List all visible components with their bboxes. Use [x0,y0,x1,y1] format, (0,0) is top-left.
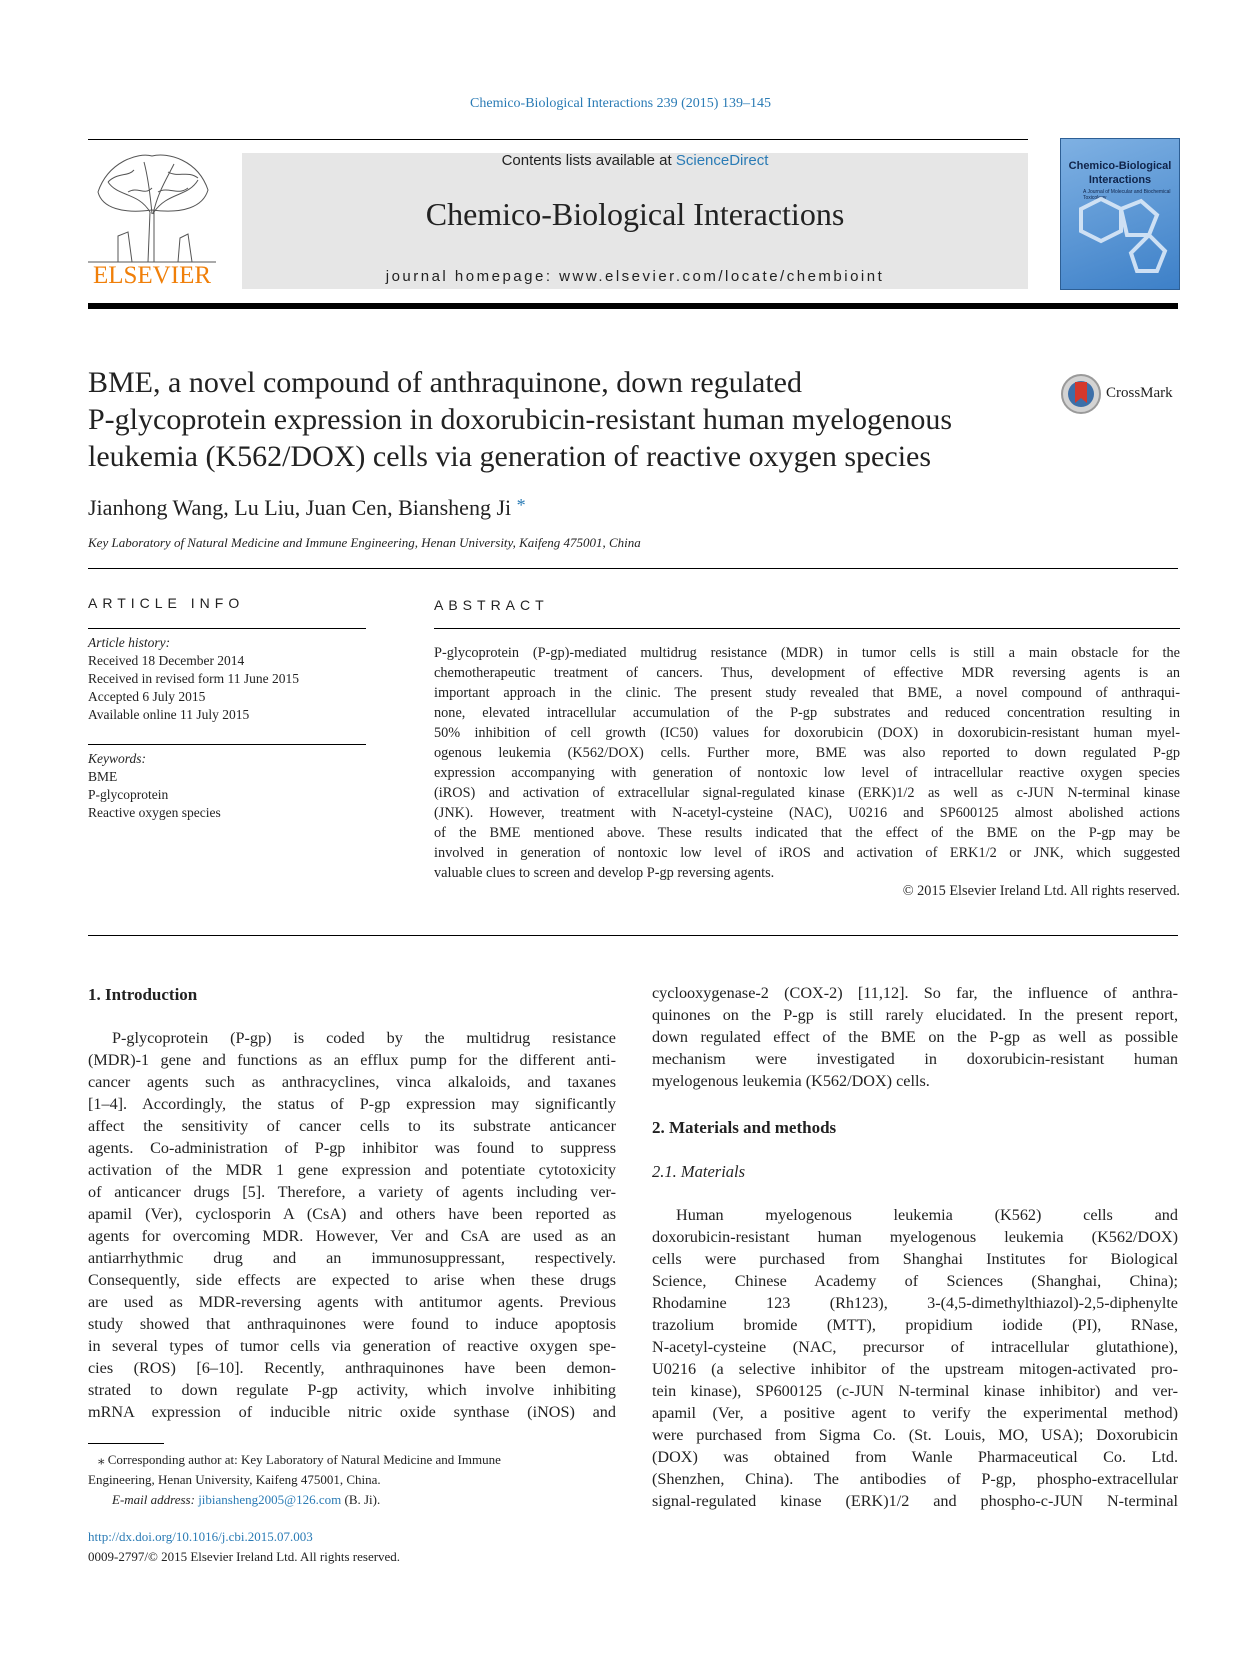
authors-text: Jianhong Wang, Lu Liu, Juan Cen, Biansheng Ji [88,495,512,520]
abstract-line: (JNK). However, treatment with N-acetyl-cysteine (NAC), U0216 and SP600125 almost abolished actions [434,805,1180,821]
keyword: P-glycoprotein [88,787,169,802]
history-revised: Received in revised form 11 June 2015 [88,671,299,686]
article-info-rule [88,628,366,629]
body-line: study showed that anthraquinones were found to induce apoptosis [88,1315,616,1333]
body-line: in several types of tumor cells via generation of reactive oxygen spe- [88,1337,616,1355]
body-line: (MDR)-1 gene and functions as an efflux pump for the different anti- [88,1051,616,1069]
body-line: of anticancer drugs [5]. Therefore, a variety of agents including ver- [88,1183,616,1201]
body-line: (Shenzhen, China). The antibodies of P-gp, phospho-extracellular [652,1470,1178,1488]
corresponding-footnote [88,1450,616,1510]
keyword: Reactive oxygen species [88,805,221,820]
body-line: apamil (Ver), cyclosporin A (CsA) and others have been reported as [88,1205,616,1223]
abstract-body [434,643,1180,883]
body-line: Consequently, side effects are expected to arise when these drugs [88,1271,616,1289]
abstract-line: expression accompanying with generation of nontoxic low level of intracellular reactive oxygen species [434,765,1180,781]
body-line: agents for overcoming MDR. However, Ver and CsA are used as an [88,1227,616,1245]
body-line: mechanism were investigated in doxorubicin-resistant human [652,1050,1178,1068]
elsevier-wordmark: ELSEVIER [92,262,212,289]
journal-cover-thumbnail[interactable] [1060,138,1180,290]
body-line: activation of the MDR 1 gene expression and potentiate cytotoxicity [88,1161,616,1179]
keywords-label: Keywords: [88,751,146,766]
body-line: P-glycoprotein (P-gp) is coded by the multidrug resistance [112,1029,616,1047]
body-line: cells were purchased from Shanghai Institutes for Biological [652,1250,1178,1268]
crossmark-badge[interactable] [1060,373,1190,417]
journal-homepage[interactable]: journal homepage: www.elsevier.com/locate/chembioint [385,268,885,285]
body-line: N-acetyl-cysteine (NAC, precursor of intracellular glutathione), [652,1338,1178,1356]
body-line: were purchased from Sigma Co. (St. Louis, MO, USA); Doxorubicin [652,1426,1178,1444]
history-online: Available online 11 July 2015 [88,707,250,722]
cover-title: Chemico-Biological Interactions [1068,160,1172,186]
body-line: strated to down regulate P-gp activity, which involve inhibiting [88,1381,616,1399]
body-line: (DOX) was obtained from Wanle Pharmaceutical Co. Ltd. [652,1448,1178,1466]
body-line: affect the sensitivity of cancer cells to its substrate anticancer [88,1117,616,1135]
body-line: doxorubicin-resistant human myelogenous leukemia (K562/DOX) [652,1228,1178,1246]
abstract-line: P-glycoprotein (P-gp)-mediated multidrug resistance (MDR) in tumor cells is still a main obstacle for the [434,645,1180,661]
abstract-line: of the BME mentioned above. These results indicated that the effect of the BME on the P-gp may be [434,825,1180,841]
abstract-line: 50% inhibition of cell growth (IC50) values for doxorubicin (DOX) in doxorubicin-resistant human myel- [434,725,1180,741]
abstract-line: chemotherapeutic treatment of cancers. Thus, development of effective MDR reversing agents is an [434,665,1180,681]
body-line: agents. Co-administration of P-gp inhibitor was found to suppress [88,1139,616,1157]
body-line: are used as MDR-reversing agents with antitumor agents. Previous [88,1293,616,1311]
abstract-heading: ABSTRACT [434,597,549,613]
keywords-rule [88,744,366,745]
body-line: Science, Chinese Academy of Sciences (Shanghai, China); [652,1272,1178,1290]
info-rule [88,568,1178,569]
crossmark-icon [1060,373,1102,415]
article-title [88,364,1048,475]
body-line: Rhodamine 123 (Rh123), 3-(4,5-dimethylthiazol)-2,5-diphenylte [652,1294,1178,1312]
section-heading-introduction: 1. Introduction [88,985,198,1004]
issn-line: 0009-2797/© 2015 Elsevier Ireland Ltd. All rights reserved. [88,1549,401,1564]
doi-block [88,1527,616,1567]
affiliation: Key Laboratory of Natural Medicine and Immune Engineering, Henan University, Kaifeng 475001, China [88,535,641,550]
journal-title: Chemico-Biological Interactions [425,196,845,232]
title-line: P-glycoprotein expression in doxorubicin-resistant human myelogenous [88,403,953,436]
corresponding-author-mark[interactable]: * [516,495,526,515]
crossmark-label: CrossMark [1106,385,1173,401]
abstract-line: (iROS) and activation of extracellular signal-regulated kinase (ERK)1/2 as well as c-JUN N-terminal kinase [434,785,1180,801]
journal-citation[interactable]: Chemico-Biological Interactions 239 (2015) 139–145 [470,96,771,111]
author-list [88,495,526,521]
history-label: Article history: [88,635,171,650]
body-line: trazolium bromide (MTT), propidium iodide (PI), RNase, [652,1316,1178,1334]
body-line: signal-regulated kinase (ERK)1/2 and phospho-c-JUN N-terminal [652,1492,1178,1510]
body-line: quinones on the P-gp is still rarely elucidated. In the present report, [652,1006,1178,1024]
introduction-continuation [652,982,1178,1092]
email-line [88,1490,616,1510]
article-history [88,634,368,724]
title-line: leukemia (K562/DOX) cells via generation of reactive oxygen species [88,440,932,473]
abstract-line: important approach in the clinic. The present study revealed that BME, a novel compound of anthraqui- [434,685,1180,701]
materials-paragraph [652,1204,1178,1512]
abstract-line: involved in generation of nontoxic low level of iROS and activation of ERK1/2 or JNK, which suggested [434,845,1180,861]
abstract-line: none, elevated intracellular accumulation of the P-gp substrates and reduced concentration resulting in [434,705,1180,721]
email-label: E-mail address: [112,1492,199,1507]
footnote-rule [88,1443,164,1444]
elsevier-tree-icon [88,152,216,264]
cover-subtitle: A Journal of Molecular and Biochemical Toxicology [1083,189,1171,201]
sciencedirect-link[interactable]: ScienceDirect [675,152,769,169]
footnote-line: ⁎ Corresponding author at: Key Laboratory of Natural Medicine and Immune [98,1452,501,1467]
article-info-heading: ARTICLE INFO [88,595,245,611]
keyword: BME [88,769,118,784]
body-line: cies (ROS) [6–10]. Recently, anthraquinones have been demon- [88,1359,616,1377]
footnote-line: Engineering, Henan University, Kaifeng 475001, China. [88,1472,381,1487]
body-line: mRNA expression of inducible nitric oxide synthase (iNOS) and [88,1403,616,1421]
history-received: Received 18 December 2014 [88,653,245,668]
body-line: cyclooxygenase-2 (COX-2) [11,12]. So far, the influence of anthra- [652,984,1178,1002]
introduction-paragraph [88,1027,616,1423]
subsection-heading-materials: 2.1. Materials [652,1162,746,1181]
body-line: tein kinase), SP600125 (c-JUN N-terminal kinase inhibitor) and ver- [652,1382,1178,1400]
contents-prefix: Contents lists available at [501,152,676,169]
elsevier-logo[interactable] [88,152,216,288]
abstract-line: ogenous leukemia (K562/DOX) cells. Further more, BME was also reported to down regulated P-gp [434,745,1180,761]
body-line: Human myelogenous leukemia (K562) cells and [676,1206,1178,1224]
body-line: apamil (Ver, a positive agent to verify the experimental method) [652,1404,1178,1422]
body-line: myelogenous leukemia (K562/DOX) cells. [652,1072,930,1090]
history-accepted: Accepted 6 July 2015 [88,689,206,704]
body-line: down regulated effect of the BME on the P-gp as well as possible [652,1028,1178,1046]
title-line: BME, a novel compound of anthraquinone, down regulated [88,366,802,399]
body-line: cancer agents such as anthracyclines, vinca alkaloids, and taxanes [88,1073,616,1091]
contents-line [242,152,1028,169]
body-line: antiarrhythmic drug and an immunosuppressant, respectively. [88,1249,616,1267]
molecule-icon [1061,139,1179,289]
abstract-line: valuable clues to screen and develop P-gp reversing agents. [434,865,775,881]
keywords [88,750,368,822]
doi-link[interactable]: http://dx.doi.org/10.1016/j.cbi.2015.07.003 [88,1529,313,1544]
body-line: U0216 (a selective inhibitor of the upstream mitogen-activated pro- [652,1360,1178,1378]
masthead-thick-rule [88,303,1178,309]
abstract-copyright: © 2015 Elsevier Ireland Ltd. All rights reserved. [902,883,1180,899]
abstract-rule [434,628,1180,629]
email-link[interactable]: jibiansheng2005@126.com [198,1492,342,1507]
body-rule [88,935,1178,936]
top-rule [88,139,1028,140]
section-heading-methods: 2. Materials and methods [652,1118,837,1137]
body-line: [1–4]. Accordingly, the status of P-gp expression may significantly [88,1095,616,1113]
email-suffix: (B. Ji). [341,1492,381,1507]
